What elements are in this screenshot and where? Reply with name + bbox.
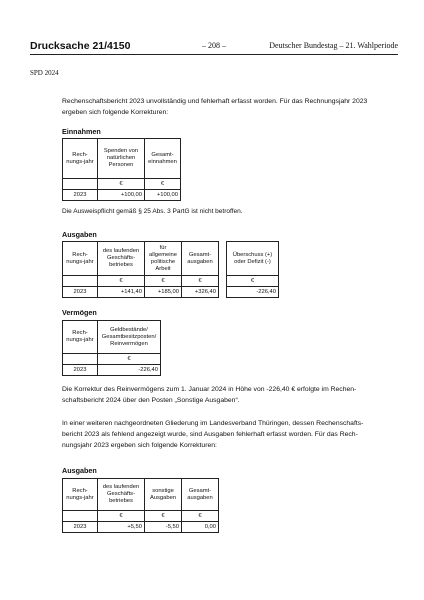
table-row — [227, 287, 279, 298]
column-header: Spenden von natürlichen Personen — [98, 139, 145, 179]
page-number: – 208 – — [202, 41, 226, 50]
column-header: des laufenden Geschäfts-betriebes — [98, 242, 145, 276]
column-header: Rech-nungs-jahr — [63, 479, 98, 511]
value-cell: +141,40 — [98, 287, 145, 298]
year-cell: 2023 — [63, 522, 98, 533]
unit-row — [63, 179, 181, 190]
unit-cell — [63, 276, 98, 287]
unit-cell: € — [98, 276, 145, 287]
value-cell: +326,40 — [182, 287, 219, 298]
value-cell: +185,00 — [145, 287, 182, 298]
value-cell: -226,40 — [98, 365, 161, 376]
ausgaben-table — [62, 241, 219, 298]
korrektur-paragraph: Die Korrektur des Reinvermögens zum 1. Januar 2024 in Höhe von -226,40 € erfolgte im Rechen-schaftsbericht 2024 über den Posten „Sonstige Ausgaben“. — [62, 386, 357, 404]
unit-cell: € — [98, 179, 145, 190]
unit-row — [227, 276, 279, 287]
table-row — [63, 287, 219, 298]
table-row — [63, 365, 161, 376]
party-label: SPD 2024 — [30, 69, 59, 77]
unit-cell — [63, 179, 98, 190]
unit-cell — [63, 354, 98, 365]
unit-row — [63, 354, 161, 365]
column-header: des laufenden Geschäfts-betriebes — [98, 479, 145, 511]
section-vermoegen-title: Vermögen — [62, 308, 97, 317]
unit-cell: € — [98, 354, 161, 365]
unit-cell: € — [145, 179, 181, 190]
section-einnahmen-title: Einnahmen — [62, 127, 101, 136]
table-header-row — [63, 242, 219, 276]
thueringen-paragraph: In einer weiteren nachgeordneten Gliederung im Landesverband Thüringen, dessen Rechenschafts-bericht 2023 als fehlend angezeigt wurde, sind Ausgaben fehlerhaft erfasst worden. Für das Rech-nungsjahr 2023 ergeben sich folgende Korrekturen: — [62, 420, 364, 449]
einnahmen-table — [62, 138, 181, 201]
section-ausgaben2-title: Ausgaben — [62, 466, 97, 475]
page-header — [30, 40, 398, 55]
value-cell: +100,00 — [98, 190, 145, 201]
publisher: Deutscher Bundestag – 21. Wahlperiode — [269, 41, 398, 50]
year-cell: 2023 — [63, 190, 98, 201]
unit-cell: € — [182, 511, 219, 522]
column-header: Rech-nungs-jahr — [63, 242, 98, 276]
unit-cell: € — [145, 511, 182, 522]
table-row — [63, 522, 219, 533]
column-header: Geldbestände/ Gesamtbesitzposten/ Reinvermögen — [98, 321, 161, 354]
ueberschuss-table — [226, 241, 279, 298]
column-header: Gesamt-ausgaben — [182, 242, 219, 276]
table-row — [63, 190, 181, 201]
section-ausgaben-title: Ausgaben — [62, 230, 97, 239]
value-cell: -226,40 — [227, 287, 279, 298]
value-cell: 0,00 — [182, 522, 219, 533]
value-cell: +5,50 — [98, 522, 145, 533]
unit-cell: € — [182, 276, 219, 287]
value-cell: +100,00 — [145, 190, 181, 201]
table-header-row — [227, 242, 279, 276]
column-header: Rech-nungs-jahr — [63, 139, 98, 179]
column-header: Gesamt-ausgaben — [182, 479, 219, 511]
document-number: Drucksache 21/4150 — [30, 40, 131, 52]
vermoegen-table — [62, 320, 161, 376]
note-ausweispflicht: Die Ausweispflicht gemäß § 25 Abs. 3 PartG ist nicht betroffen. — [62, 208, 243, 215]
intro-paragraph: Rechenschaftsbericht 2023 unvollständig und fehlerhaft erfasst worden. Für das Rechnungsjahr 2023 ergeben sich folgende Korrekturen: — [62, 98, 368, 116]
value-cell: -5,50 — [145, 522, 182, 533]
column-header: für allgemeine politische Arbeit — [145, 242, 182, 276]
unit-row — [63, 276, 219, 287]
table-header-row — [63, 479, 219, 511]
year-cell: 2023 — [63, 287, 98, 298]
unit-row — [63, 511, 219, 522]
ausgaben2-table — [62, 478, 219, 533]
table-header-row — [63, 321, 161, 354]
unit-cell — [63, 511, 98, 522]
unit-cell: € — [98, 511, 145, 522]
year-cell: 2023 — [63, 365, 98, 376]
column-header: Überschuss (+) oder Defizit (-) — [227, 242, 279, 276]
column-header: Gesamt-einnahmen — [145, 139, 181, 179]
unit-cell: € — [227, 276, 279, 287]
unit-cell: € — [145, 276, 182, 287]
table-header-row — [63, 139, 181, 179]
column-header: sonstige Ausgaben — [145, 479, 182, 511]
column-header: Rech-nungs-jahr — [63, 321, 98, 354]
